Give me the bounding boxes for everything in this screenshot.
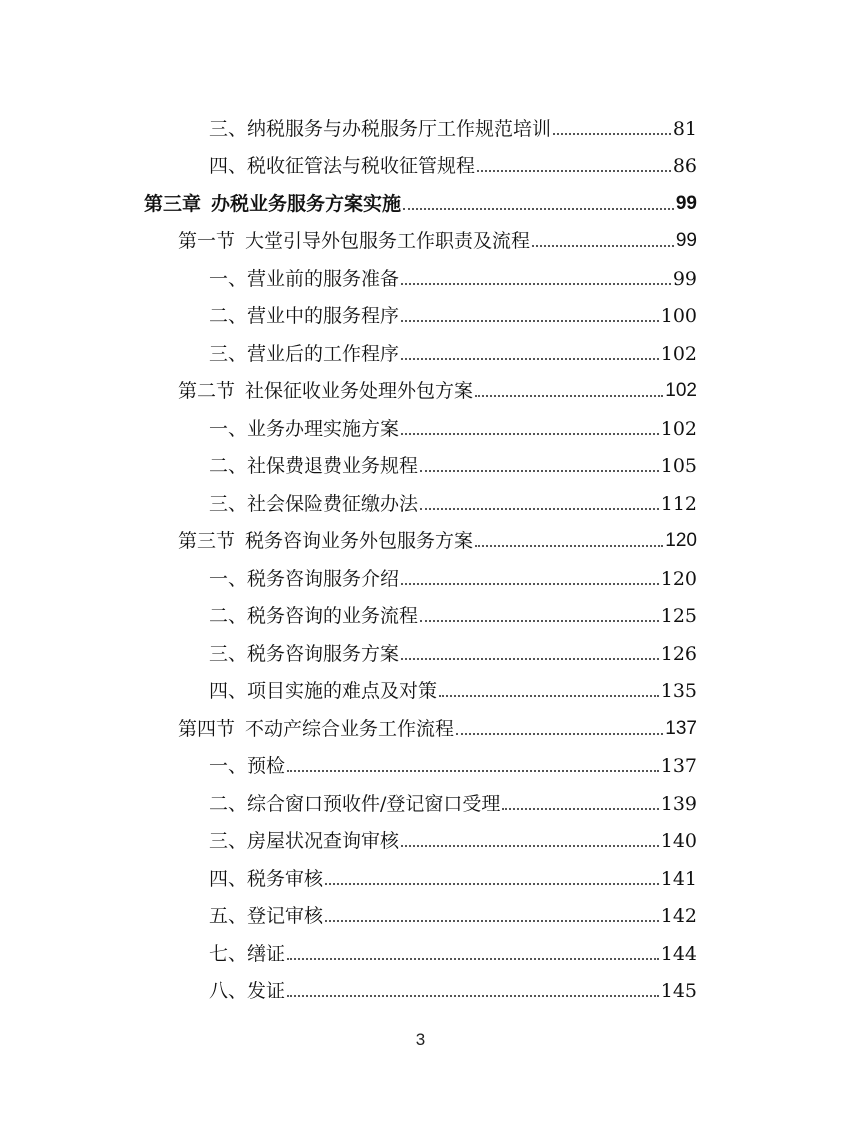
dot-leader [420, 620, 659, 622]
toc-entry-label: 二、营业中的服务程序 [209, 305, 400, 327]
section-title: 社保征收业务处理外包方案 [245, 380, 474, 402]
dot-leader [401, 658, 659, 660]
dot-leader [475, 545, 663, 547]
dot-leader [401, 845, 659, 847]
toc-entry-page: 140 [660, 830, 697, 852]
dot-leader [403, 208, 674, 210]
toc-entry-label: 七、缮证 [209, 943, 286, 965]
dot-leader [456, 733, 663, 735]
dot-leader [401, 320, 659, 322]
toc-entry-label [178, 228, 530, 254]
section-number: 第一节 [178, 230, 236, 252]
toc-entry-page: 139 [660, 793, 697, 815]
toc-entry[interactable] [209, 974, 697, 1004]
section-title: 大堂引导外包服务工作职责及流程 [245, 230, 531, 252]
dot-leader [401, 358, 659, 360]
toc-entry-label: 四、税收征管法与税收征管规程 [209, 155, 476, 177]
toc-entry-label: 八、发证 [209, 980, 286, 1002]
toc-entry[interactable] [209, 449, 697, 479]
toc-entry[interactable] [209, 149, 697, 179]
toc-chapter-entry[interactable] [144, 187, 697, 217]
dot-leader [502, 808, 658, 810]
toc-entry-page: 144 [660, 943, 697, 965]
toc-entry-page: 135 [660, 680, 697, 702]
dot-leader [475, 395, 663, 397]
toc-entry-label: 三、营业后的工作程序 [209, 343, 400, 365]
toc-entry[interactable] [209, 262, 697, 292]
toc-section-entry[interactable] [178, 374, 697, 404]
dot-leader [532, 245, 674, 247]
dot-leader [287, 995, 659, 997]
toc-entry[interactable] [209, 749, 697, 779]
toc-section-entry[interactable] [178, 524, 697, 554]
toc-entry-label: 一、预检 [209, 755, 286, 777]
dot-leader [553, 133, 671, 135]
toc-entry-page: 99 [675, 193, 697, 214]
toc-entry-label: 二、社保费退费业务规程 [209, 455, 419, 477]
toc-entry-label: 一、业务办理实施方案 [209, 418, 400, 440]
toc-entry[interactable] [209, 487, 697, 517]
toc-entry-label: 四、税务审核 [209, 868, 324, 890]
chapter-title: 办税业务服务方案实施 [211, 193, 402, 215]
toc-entry-page: 86 [672, 155, 697, 177]
toc-entry-page: 100 [660, 305, 697, 327]
toc-entry-page: 137 [665, 718, 697, 739]
toc-entry-label: 三、社会保险费征缴办法 [209, 493, 419, 515]
toc-entry[interactable] [209, 562, 697, 592]
toc-entry-label: 四、项目实施的难点及对策 [209, 680, 438, 702]
toc-entry-label: 三、纳税服务与办税服务厅工作规范培训 [209, 118, 552, 140]
toc-entry-page: 102 [665, 380, 697, 401]
section-title: 税务咨询业务外包服务方案 [245, 530, 474, 552]
toc-entry[interactable] [209, 674, 697, 704]
dot-leader [477, 170, 671, 172]
section-number: 第二节 [178, 380, 236, 402]
toc-entry-page: 81 [672, 118, 697, 140]
dot-leader [420, 508, 659, 510]
toc-entry-label: 三、税务咨询服务方案 [209, 643, 400, 665]
toc-entry-page: 145 [660, 980, 697, 1002]
toc-section-entry[interactable] [178, 224, 697, 254]
toc-entry-label: 一、税务咨询服务介绍 [209, 568, 400, 590]
toc-entry[interactable] [209, 299, 697, 329]
toc-entry-label: 三、房屋状况查询审核 [209, 830, 400, 852]
toc-entry[interactable] [209, 937, 697, 967]
toc-entry-page: 137 [660, 755, 697, 777]
toc-entry[interactable] [209, 112, 697, 142]
section-title: 不动产综合业务工作流程 [245, 718, 455, 740]
section-number: 第四节 [178, 718, 236, 740]
toc-entry-page: 99 [672, 268, 697, 290]
toc-entry-page: 142 [660, 905, 697, 927]
toc-entry[interactable] [209, 412, 697, 442]
toc-entry[interactable] [209, 337, 697, 367]
toc-entry[interactable] [209, 824, 697, 854]
toc-entry[interactable] [209, 899, 697, 929]
toc-section-entry[interactable] [178, 712, 697, 742]
dot-leader [401, 433, 659, 435]
toc-entry-page: 120 [665, 530, 697, 551]
dot-leader [439, 695, 659, 697]
toc-entry-page: 105 [660, 455, 697, 477]
toc-entry-label [178, 528, 473, 554]
toc-entry-label [178, 716, 454, 742]
toc-entry-page: 120 [660, 568, 697, 590]
dot-leader [325, 920, 659, 922]
toc-entry-page: 102 [660, 343, 697, 365]
toc-entry-page: 99 [675, 230, 697, 251]
toc-entry-page: 126 [660, 643, 697, 665]
toc-entry-label [144, 191, 401, 217]
toc-entry-page: 125 [660, 605, 697, 627]
toc-entry[interactable] [209, 787, 697, 817]
toc-entry-label: 一、营业前的服务准备 [209, 268, 400, 290]
toc-entry-page: 141 [660, 868, 697, 890]
dot-leader [287, 958, 659, 960]
toc-entry[interactable] [209, 599, 697, 629]
toc-entry-label: 二、税务咨询的业务流程 [209, 605, 419, 627]
toc-entry-label: 二、综合窗口预收件/登记窗口受理 [209, 793, 501, 815]
toc-entry-label [178, 378, 473, 404]
page-number: 3 [415, 1030, 426, 1049]
section-number: 第三节 [178, 530, 236, 552]
dot-leader [325, 883, 659, 885]
dot-leader [287, 770, 659, 772]
toc-entry-page: 102 [660, 418, 697, 440]
dot-leader [401, 583, 659, 585]
toc-entry[interactable] [209, 862, 697, 892]
dot-leader [401, 283, 671, 285]
toc-entry-label: 五、登记审核 [209, 905, 324, 927]
toc-entry[interactable] [209, 637, 697, 667]
toc-entry-page: 112 [660, 493, 697, 515]
chapter-number: 第三章 [144, 193, 202, 215]
dot-leader [420, 470, 659, 472]
